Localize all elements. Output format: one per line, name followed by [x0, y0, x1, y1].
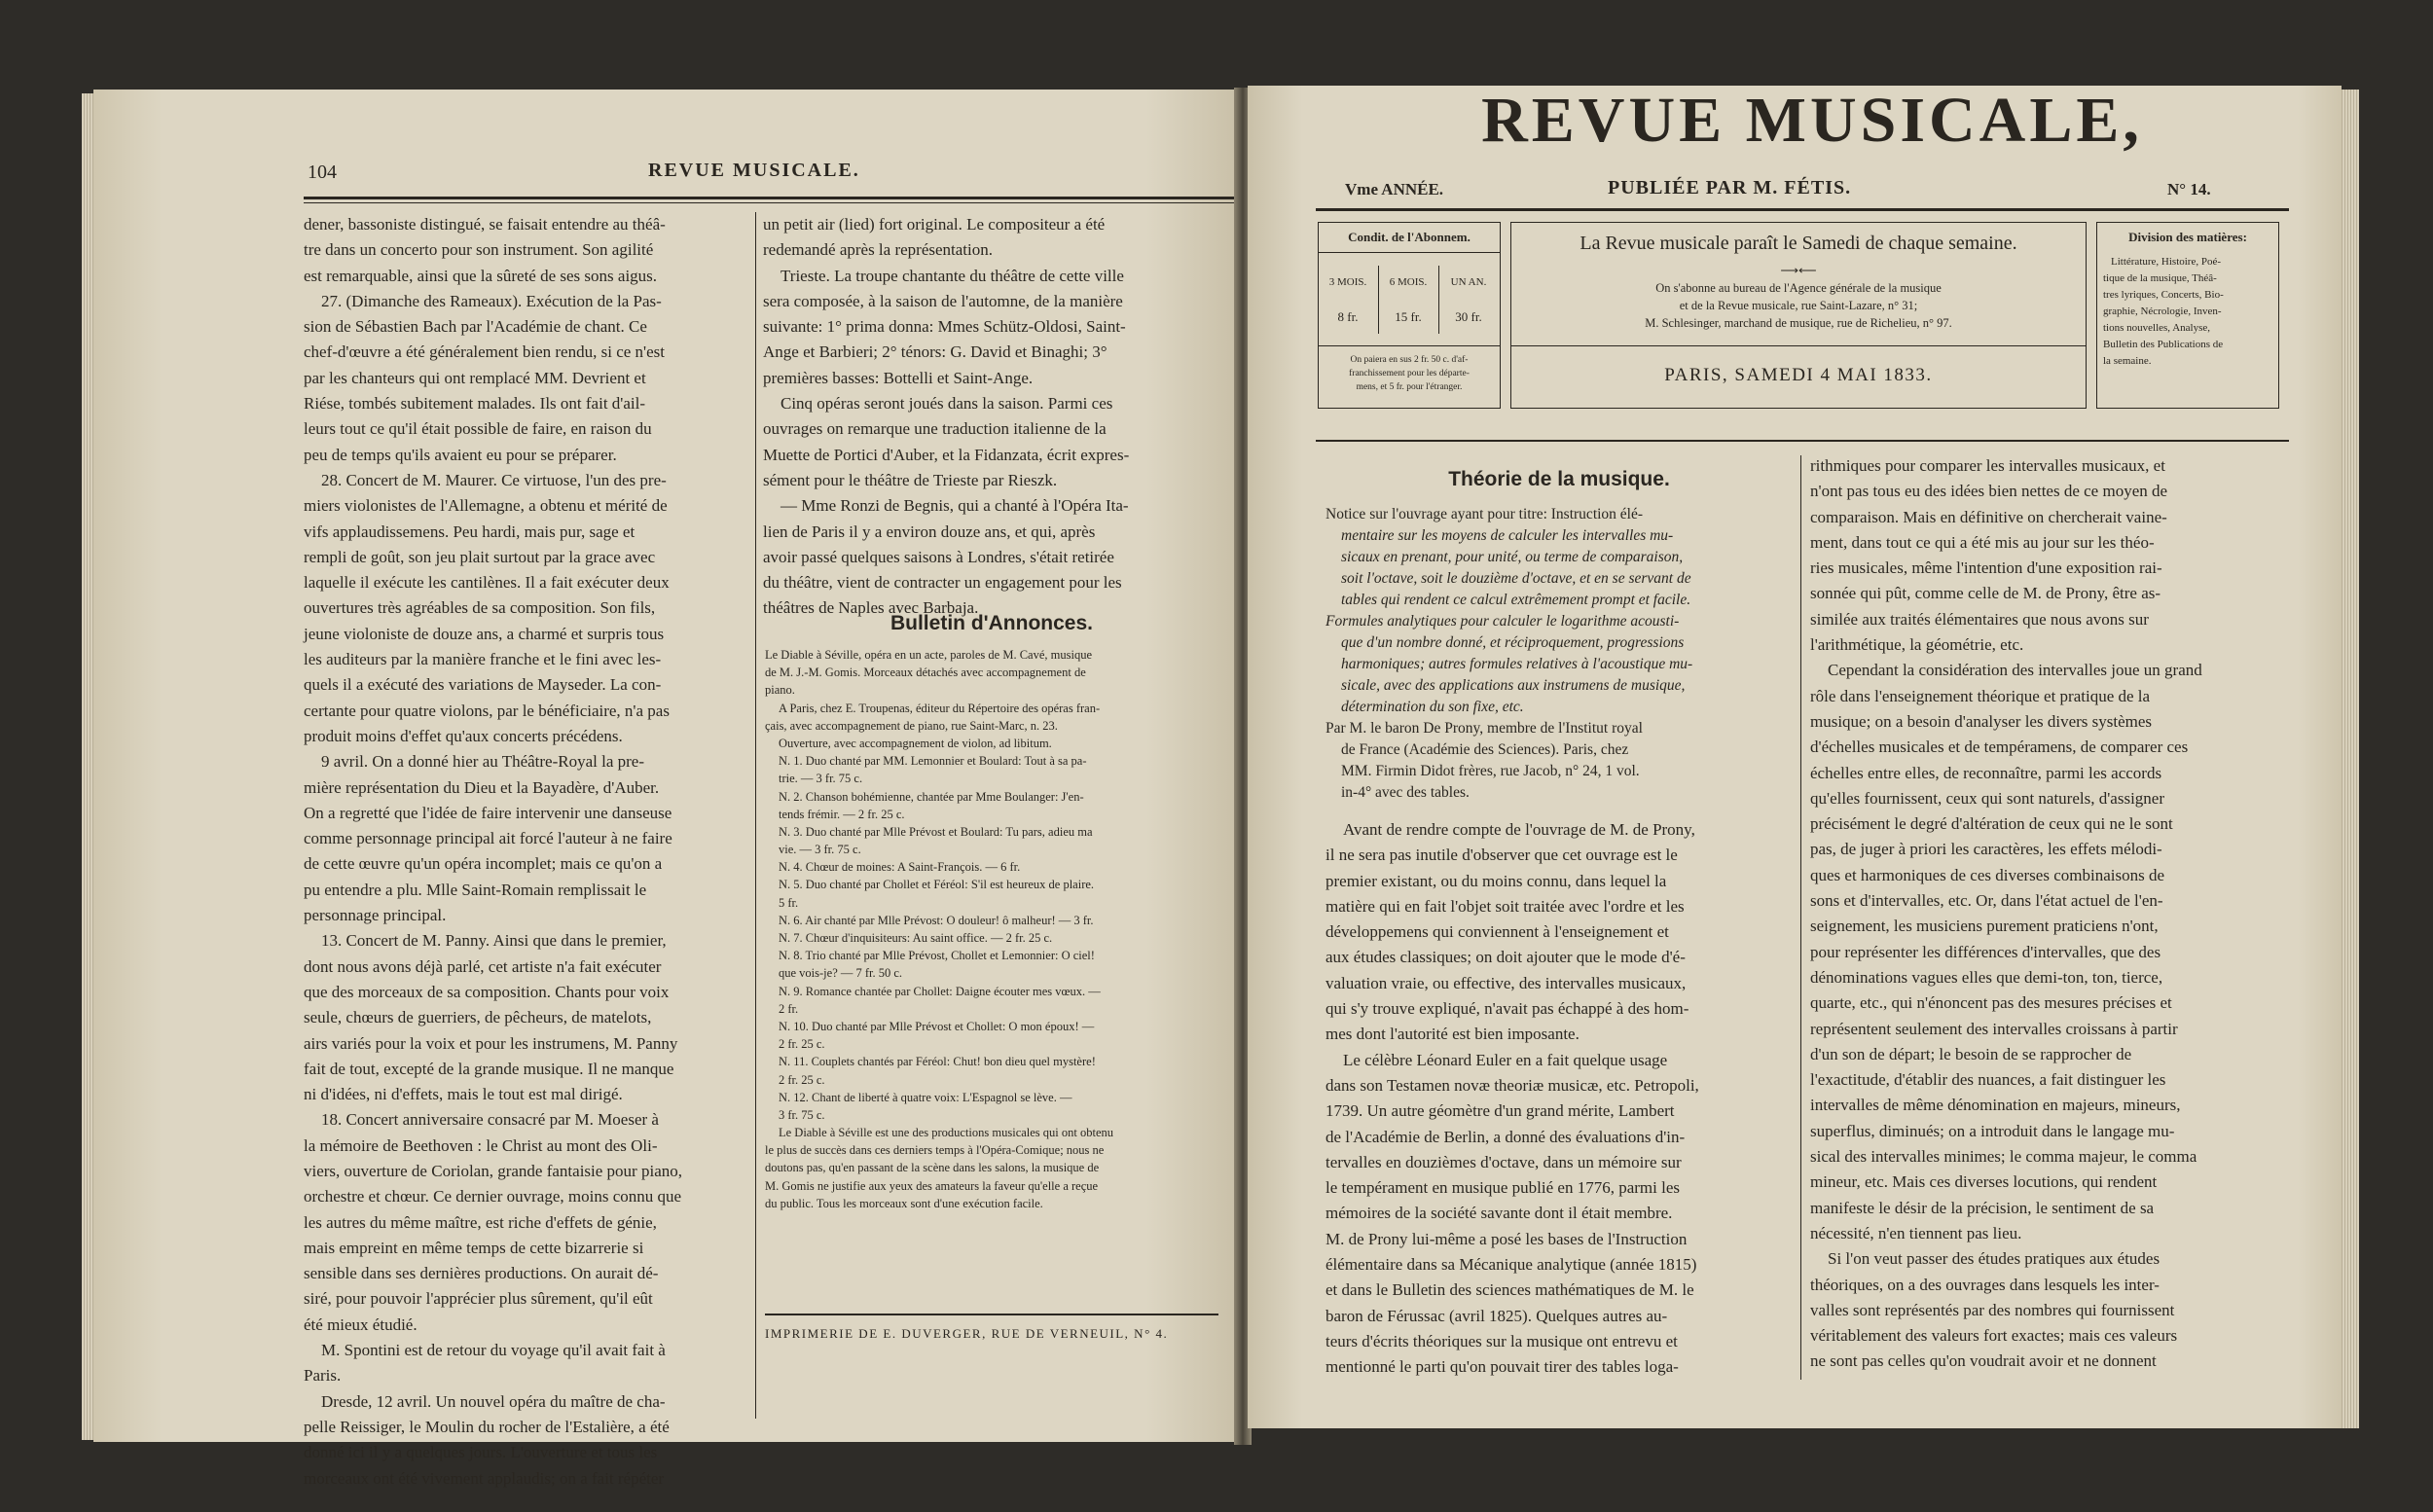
contents-box	[2096, 222, 2279, 409]
ornament: ⟶⟵	[1780, 263, 1817, 277]
text-line: chef-d'œuvre a été généralement bien rendu, si ce n'est	[304, 342, 665, 362]
text-line: théâtres de Naples avec Barbaja.	[763, 598, 979, 618]
text-line: pelle Reissiger, le Moulin du rocher de l'Estalière, a été	[304, 1417, 670, 1436]
period-un-an: UN AN.	[1450, 276, 1487, 288]
text-line: orchestre et chœur. Ce dernier ouvrage, moins connu que	[304, 1187, 682, 1206]
contents-line: tique de la musique, Théâ-	[2103, 272, 2217, 284]
bulletin-line: N. 1. Duo chanté par MM. Lemonnier et Boulard: Tout à sa pa-	[779, 754, 1087, 769]
imprint-rule	[765, 1314, 1218, 1315]
notice-line: Par M. le baron De Prony, membre de l'Institut royal	[1325, 720, 1643, 737]
text-line: les autres du même maître, est riche d'effets de génie,	[304, 1212, 657, 1232]
right-column-1	[1325, 817, 1793, 1381]
notice-line: de France (Académie des Sciences). Paris, chez	[1341, 741, 1629, 758]
text-line: rithmiques pour comparer les intervalles musicaux, et	[1810, 456, 2165, 475]
bulletin-line: vie. — 3 fr. 75 c.	[779, 843, 861, 857]
imprint: IMPRIMERIE DE E. DUVERGER, RUE DE VERNEUIL, N° 4.	[765, 1326, 1169, 1341]
text-line: superflus, diminués; on a introduit dans le langage mu-	[1810, 1121, 2175, 1140]
text-line: avoir passé quelques saisons à Londres, s'était retirée	[763, 547, 1114, 566]
bulletin-list	[765, 646, 1222, 1212]
text-line: un petit air (lied) fort original. Le compositeur a été	[763, 215, 1106, 234]
bulletin-line: Le Diable à Séville, opéra en un acte, paroles de M. Cavé, musique	[765, 648, 1092, 662]
dateline: PARIS, SAMEDI 4 MAI 1833.	[1664, 365, 1933, 385]
text-line: véritablement des valeurs fort exactes; mais ces valeurs	[1810, 1326, 2178, 1346]
notice-line: Formules analytiques pour calculer le logarithme acousti-	[1325, 613, 1680, 630]
column-divider	[755, 212, 756, 1419]
bulletin-line: du public. Tous les morceaux sont d'une exécution facile.	[765, 1196, 1043, 1210]
header-bottom-rule	[1316, 440, 2289, 442]
text-line: l'exactitude, d'établir des nuances, a fait distinguer les	[1810, 1070, 2166, 1090]
text-line: que des morceaux de sa composition. Chants pour voix	[304, 982, 670, 1001]
text-line: mais empreint en même temps de cette bizarrerie si	[304, 1238, 644, 1257]
bulletin-line: N. 10. Duo chanté par Mlle Prévost et Chollet: O mon époux! —	[779, 1019, 1095, 1033]
bulletin-line: tends frémir. — 2 fr. 25 c.	[779, 807, 905, 821]
text-line: nécessité, n'en tiennent pas lieu.	[1810, 1223, 2022, 1242]
text-line: 9 avril. On a donné hier au Théâtre-Royal la pre-	[321, 752, 644, 772]
text-line: dans son Testamen novæ theoriæ musicæ, etc. Petropoli,	[1325, 1075, 1699, 1095]
notice-line: harmoniques; autres formules relatives à l'acoustique mu-	[1341, 656, 1693, 672]
page-edges-right	[2340, 90, 2359, 1428]
text-line: certante pour quatre violons, par le bénéficiaire, n'a pas	[304, 701, 670, 720]
text-line: pour représenter les différences d'intervalles, que des	[1810, 942, 2161, 961]
text-line: suivante: 1° prima donna: Mmes Schütz-Oldosi, Saint-	[763, 317, 1126, 337]
subscription-rule	[1319, 345, 1500, 346]
bulletin-line: que vois-je? — 7 fr. 50 c.	[779, 966, 903, 981]
text-line: miers violonistes de l'Allemagne, a obtenu et mérité de	[304, 496, 668, 516]
bulletin-line: N. 4. Chœur de moines: A Saint-François. — 6 fr.	[779, 860, 1021, 875]
price-3-mois: 8 fr.	[1337, 309, 1359, 324]
text-line: jeune violoniste de douze ans, a charmé et surpris tous	[304, 624, 665, 643]
notice-line: tables qui rendent ce calcul extrêmement prompt et facile.	[1341, 592, 1691, 608]
text-line: d'un son de départ; le besoin de se rapprocher de	[1810, 1044, 2132, 1063]
text-line: n'ont pas tous eu des idées bien nettes de ce moyen de	[1810, 482, 2168, 501]
bulletin-title: Bulletin d'Annonces.	[890, 612, 1093, 634]
notice-line: Notice sur l'ouvrage ayant pour titre: Instruction élé-	[1325, 506, 1644, 522]
text-line: M. de Prony lui-même a posé les bases de l'Instruction	[1325, 1229, 1688, 1248]
bulletin-line: N. 11. Couplets chantés par Féréol: Chut! bon dieu quel mystère!	[779, 1055, 1096, 1069]
price-6-mois: 15 fr.	[1395, 309, 1422, 324]
notice-line: sicaux en prenant, pour unité, ou terme de comparaison,	[1341, 549, 1684, 565]
text-line: Si l'on veut passer des études pratiques aux études	[1828, 1249, 2161, 1269]
header-rule	[304, 197, 1277, 199]
notice-line: soit l'octave, soit le douzième d'octave, et en se servant de	[1341, 570, 1691, 587]
text-line: de cette œuvre qu'un opéra incomplet; mais ce qu'on a	[304, 854, 663, 874]
text-line: qui s'y trouve expliqué, n'avait pas échappé à des hom-	[1325, 999, 1689, 1019]
text-line: premières basses: Bottelli et Saint-Ange.	[763, 368, 1034, 387]
bulletin-line: piano.	[765, 683, 795, 698]
text-line: pu entendre a plu. Mlle Saint-Romain remplissait le	[304, 880, 647, 899]
contents-line: Bulletin des Publications de	[2103, 339, 2224, 350]
text-line: 1739. Un autre géomètre d'un grand mérite, Lambert	[1325, 1101, 1675, 1121]
text-line: 13. Concert de M. Panny. Ainsi que dans le premier,	[321, 931, 667, 951]
text-line: précisément le degré d'altération de ceux qui ne le sont	[1810, 814, 2173, 834]
text-line: mémoires de la société savante dont il était membre.	[1325, 1204, 1673, 1223]
notice-line: détermination du son fixe, etc.	[1341, 699, 1524, 715]
notice-line: sicale, avec des applications aux instrumens de musique,	[1341, 677, 1686, 694]
text-line: est remarquable, ainsi que la sûreté de ses sons aigus.	[304, 266, 658, 285]
bulletin-line: 2 fr.	[779, 1001, 799, 1016]
text-line: la mémoire de Beethoven : le Christ au mont des Oli-	[304, 1135, 658, 1155]
text-line: sensible dans ses dernières productions. On aurait dé-	[304, 1264, 659, 1283]
text-line: Ange et Barbieri; 2° ténors: G. David et Binaghi; 3°	[763, 342, 1108, 362]
text-line: sion de Sébastien Bach par l'Académie de chant. Ce	[304, 317, 647, 337]
text-line: valles sont représentés par des nombres qui fournissent	[1810, 1300, 2175, 1319]
text-line: été mieux étudié.	[304, 1314, 418, 1334]
contents-line: tions nouvelles, Analyse,	[2103, 322, 2210, 334]
text-line: développemens qui conviennent à l'enseignement et	[1325, 922, 1669, 942]
bulletin-line: de M. J.-M. Gomis. Morceaux détachés avec accompagnement de	[765, 666, 1086, 680]
text-line: Cinq opéras seront joués dans la saison. Parmi ces	[781, 394, 1113, 414]
text-line: On a regretté que l'idée de faire intervenir une danseuse	[304, 803, 672, 822]
text-line: personnage principal.	[304, 906, 447, 925]
subscription-title: Condit. de l'Abonnem.	[1348, 230, 1471, 244]
text-line: ment, dans tout ce qui a été mis au jour sur les théo-	[1810, 532, 2155, 552]
text-line: dener, bassoniste distingué, se faisait entendre au théâ-	[304, 215, 666, 234]
text-line: par les chanteurs qui ont remplacé MM. Devrient et	[304, 368, 646, 387]
text-line: comme personnage principal ait forcé l'auteur à ne faire	[304, 829, 672, 848]
text-line: pas, de juger à priori les caractères, les effets mélodi-	[1810, 840, 2162, 859]
text-line: 27. (Dimanche des Rameaux). Exécution de la Pas-	[321, 291, 662, 310]
page-number: 104	[308, 162, 337, 183]
text-line: il ne sera pas inutile d'observer que cet ouvrage est le	[1325, 846, 1678, 865]
text-line: 18. Concert anniversaire consacré par M. Moeser à	[321, 1110, 659, 1130]
bulletin-line: N. 3. Duo chanté par Mlle Prévost et Boulard: Tu pars, adieu ma	[779, 824, 1093, 839]
period-6-mois: 6 MOIS.	[1389, 276, 1428, 288]
text-line: baron de Férussac (avril 1825). Quelques autres au-	[1325, 1306, 1668, 1325]
text-line: de l'Académie de Berlin, a donné des évaluations d'in-	[1325, 1127, 1686, 1146]
bulletin-line: M. Gomis ne justifie aux yeux des amateurs la faveur qu'elle a reçue	[765, 1178, 1099, 1193]
postage-note: mens, et 5 fr. pour l'étranger.	[1356, 382, 1463, 392]
text-line: donné ici il y a quelques jours. L'ouverture et tous les	[304, 1443, 658, 1462]
notice-line: mentaire sur les moyens de calculer les intervalles mu-	[1341, 527, 1674, 544]
masthead: REVUE MUSICALE,	[1481, 85, 2143, 156]
text-line: seule, chœurs de guerriers, de pêcheurs, de matelots,	[304, 1008, 652, 1027]
text-line: tervalles en douzièmes d'octave, dans un mémoire sur	[1325, 1152, 1682, 1171]
period-3-mois: 3 MOIS.	[1328, 276, 1367, 288]
contents-line: tres lyriques, Concerts, Bio-	[2103, 289, 2224, 301]
price-un-an: 30 fr.	[1455, 309, 1482, 324]
text-line: l'arithmétique, la géométrie, etc.	[1810, 635, 2024, 655]
office-line: M. Schlesinger, marchand de musique, rue de Richelieu, n° 97.	[1645, 316, 1952, 330]
left-column-1	[304, 212, 746, 1492]
text-line: mière représentation du Dieu et la Bayadère, d'Auber.	[304, 777, 660, 797]
text-line: Muette de Portici d'Auber, et la Fidanzata, écrit expres-	[763, 445, 1130, 464]
bulletin-line: N. 8. Trio chanté par Mlle Prévost, Chollet et Lemonnier: O ciel!	[779, 949, 1095, 963]
running-head: REVUE MUSICALE.	[648, 160, 860, 181]
text-line: le tempérament en musique publié en 1776, parmi les	[1325, 1178, 1680, 1198]
bulletin-line: A Paris, chez E. Troupenas, éditeur du Répertoire des opéras fran-	[779, 701, 1101, 715]
text-line: Trieste. La troupe chantante du théâtre de cette ville	[781, 266, 1124, 285]
bulletin-line: trie. — 3 fr. 75 c.	[779, 772, 863, 786]
bulletin-line: 2 fr. 25 c.	[779, 1072, 825, 1087]
notice-line: MM. Firmin Didot frères, rue Jacob, n° 24, 1 vol.	[1341, 763, 1640, 779]
text-line: valuation vraie, ou effective, des intervalles musicaux,	[1325, 973, 1687, 992]
subscription-rule	[1319, 252, 1500, 253]
announcement: La Revue musicale paraît le Samedi de chaque semaine.	[1580, 233, 2017, 254]
text-line: musique; on a besoin d'analyser les divers systèmes	[1810, 711, 2153, 731]
text-line: intervalles de même dénomination en majeurs, mineurs,	[1810, 1096, 2181, 1115]
text-line: ouvertures très agréables de sa composition. Son fils,	[304, 598, 656, 618]
text-line: ouvrages on remarque une traduction italienne de la	[763, 419, 1107, 439]
postage-note: On paiera en sus 2 fr. 50 c. d'af-	[1350, 355, 1469, 365]
text-line: viers, ouverture de Coriolan, grande fantaisie pour piano,	[304, 1161, 682, 1180]
text-line: mes dont l'autorité est bien imposante.	[1325, 1025, 1580, 1044]
text-line: mentionné le parti qu'on pouvait tirer des tables loga-	[1325, 1357, 1679, 1377]
contents-line: la semaine.	[2103, 355, 2152, 367]
bulletin-line: 3 fr. 75 c.	[779, 1107, 825, 1122]
text-line: matière qui en fait l'objet soit traitée avec l'ordre et les	[1325, 896, 1685, 916]
office-line: On s'abonne au bureau de l'Agence générale de la musique	[1655, 281, 1942, 295]
notice-block	[1325, 504, 1793, 804]
text-line: similée aux traités élémentaires que nous avons sur	[1810, 609, 2149, 629]
text-line: ne sont pas celles qu'on voudrait avoir et ne donnent	[1810, 1351, 2157, 1371]
text-line: fait de tout, excepté de la grande musique. Il ne manque	[304, 1059, 674, 1078]
text-line: quels il a exécuté des variations de Mayseder. La con-	[304, 675, 662, 695]
text-line: comparaison. Mais en définitive on chercherait vaine-	[1810, 507, 2167, 526]
text-line: sical des intervalles minimes; le comma majeur, le comma	[1810, 1147, 2197, 1167]
publisher: PUBLIÉE PAR M. FÉTIS.	[1608, 177, 1852, 198]
article-title: Théorie de la musique.	[1448, 468, 1670, 490]
text-line: Dresde, 12 avril. Un nouvel opéra du maître de cha-	[321, 1391, 666, 1411]
announcement-box	[1510, 222, 2087, 409]
text-line: M. Spontini est de retour du voyage qu'il avait fait à	[321, 1341, 666, 1360]
text-line: ques et harmoniques de ces diverses combinaisons de	[1810, 865, 2164, 884]
text-line: premier existant, ou du moins connu, dans lequel la	[1325, 871, 1667, 890]
bulletin-line: 5 fr.	[779, 895, 799, 910]
text-line: les auditeurs par la manière franche et le fini avec les-	[304, 650, 662, 669]
text-line: Paris.	[304, 1366, 342, 1386]
text-line: d'échelles musicales et de tempéramens, de comparer ces	[1810, 738, 2189, 757]
text-line: seignement, les musiciens purement praticiens n'ont,	[1810, 917, 2159, 936]
text-line: leurs tout ce qu'il était possible de faire, en raison du	[304, 419, 652, 439]
text-line: quarte, etc., qui n'énoncent pas des mesures précises et	[1810, 993, 2172, 1013]
text-line: sera composée, à la saison de l'automne, de la manière	[763, 291, 1123, 310]
text-line: mineur, etc. Mais ces diverses locutions, qui rendent	[1810, 1172, 2158, 1192]
text-line: dénominations vagues elles que demi-ton, ton, tierce,	[1810, 967, 2163, 987]
text-line: et dans le Bulletin des sciences mathématiques de M. le	[1325, 1280, 1694, 1300]
bulletin-line: N. 2. Chanson bohémienne, chantée par Mme Boulanger: J'en-	[779, 789, 1084, 804]
text-line: Avant de rendre compte de l'ouvrage de M. de Prony,	[1343, 820, 1695, 839]
bulletin-line: Ouverture, avec accompagnement de violon, ad libitum.	[779, 736, 1052, 750]
notice-line: in-4° avec des tables.	[1341, 784, 1470, 801]
office-line: et de la Revue musicale, rue Saint-Lazare, n° 31;	[1679, 299, 1918, 312]
text-line: aux études classiques; on doit ajouter que le mode d'é-	[1325, 948, 1686, 967]
bulletin-line: doutons pas, qu'en passant de la scène dans les salons, la musique de	[765, 1161, 1100, 1175]
bulletin-line: N. 5. Duo chanté par Chollet et Féréol: S'il est heureux de plaire.	[779, 878, 1095, 892]
bulletin-line: N. 12. Chant de liberté à quatre voix: L'Espagnol se lève. —	[779, 1090, 1072, 1104]
text-line: sons et d'intervalles, etc. Or, dans l'état actuel de l'en-	[1810, 891, 2163, 911]
text-line: morceaux ont été vivement applaudis; on a fait répéter	[304, 1468, 665, 1488]
text-line: sément pour le théâtre de Trieste par Rieszk.	[763, 470, 1058, 489]
bulletin-line: N. 6. Air chanté par Mlle Prévost: O douleur! ô malheur! — 3 fr.	[779, 913, 1094, 927]
text-line: tre dans un concerto pour son instrument. Son agilité	[304, 240, 654, 260]
right-page	[1248, 86, 2342, 1428]
text-line: vifs applaudissemens. Peu hardi, mais pur, sage et	[304, 522, 635, 541]
text-line: Riése, tombés subitement malades. Ils ont fait d'ail-	[304, 394, 646, 414]
bulletin-line: Le Diable à Séville est une des productions musicales qui ont obtenu	[779, 1126, 1114, 1140]
text-line: sonnée qui pût, comme celle de M. de Prony, être as-	[1810, 584, 2161, 603]
text-line: redemandé après la représentation.	[763, 240, 993, 260]
subscription-box	[1318, 222, 1501, 409]
text-line: représentent seulement des intervalles croissans à partir	[1810, 1019, 2178, 1038]
text-line: — Mme Ronzi de Begnis, qui a chanté à l'Opéra Ita-	[781, 496, 1129, 516]
volume-year: Vme ANNÉE.	[1345, 180, 1444, 198]
text-line: teurs d'écrits théoriques sur la musique ont entrevu et	[1325, 1331, 1678, 1350]
text-line: ni d'idées, ni d'effets, mais le tout est mal dirigé.	[304, 1085, 623, 1104]
contents-title: Division des matières:	[2128, 230, 2247, 244]
header-rule-thin	[304, 202, 1277, 203]
right-column-2	[1810, 453, 2287, 1375]
issue-number: N° 14.	[2167, 180, 2211, 198]
contents-line: Littérature, Histoire, Poé-	[2111, 256, 2222, 268]
bulletin-line: N. 9. Romance chantée par Chollet: Daigne écouter mes vœux. —	[779, 984, 1101, 998]
text-line: dont nous avons déjà parlé, cet artiste n'a fait exécuter	[304, 956, 662, 976]
dateline-rule	[1511, 345, 2086, 346]
bulletin-line: N. 7. Chœur d'inquisiteurs: Au saint office. — 2 fr. 25 c.	[779, 931, 1053, 945]
text-line: rôle dans l'enseignement théorique et pratique de la	[1810, 686, 2151, 705]
text-line: 28. Concert de M. Maurer. Ce virtuose, l'un des pre-	[321, 470, 667, 489]
text-line: Le célèbre Léonard Euler en a fait quelque usage	[1343, 1050, 1668, 1069]
text-line: Cependant la considération des intervalles joue un grand	[1828, 661, 2202, 680]
text-line: théoriques, on a des ouvrages dans lesquels les inter-	[1810, 1275, 2160, 1294]
text-line: qu'elles fournissent, ceux qui sont naturels, d'assigner	[1810, 788, 2164, 808]
text-line: du théâtre, vient de contracter un engagement pour les	[763, 573, 1122, 593]
text-line: échelles entre elles, de reconnaître, parmi les accords	[1810, 763, 2162, 782]
text-line: airs variés pour la voix et pour les instrumens, M. Panny	[304, 1033, 678, 1053]
right-column-divider	[1800, 455, 1801, 1380]
text-line: siré, pour pouvoir l'apprécier plus sûrement, qu'il eût	[304, 1289, 653, 1309]
left-page	[93, 90, 1238, 1488]
text-line: élémentaire dans sa Mécanique analytique (année 1815)	[1325, 1255, 1697, 1275]
text-line: produit moins d'effet qu'aux concerts précédens.	[304, 726, 623, 745]
postage-note: franchissement pour les départe-	[1349, 369, 1470, 378]
masthead-rule	[1316, 208, 2289, 211]
text-line: peu de temps qu'ils avaient eu pour se préparer.	[304, 445, 617, 464]
bulletin-line: 2 fr. 25 c.	[779, 1037, 825, 1052]
text-line: rempli de goût, son jeu plait surtout par la grace avec	[304, 547, 656, 566]
text-line: lien de Paris il y a environ douze ans, et qui, après	[763, 522, 1096, 541]
text-line: ries musicales, même l'intention d'une exposition rai-	[1810, 558, 2162, 578]
bulletin-line: le plus de succès dans ces derniers temps à l'Opéra-Comique; nous ne	[765, 1143, 1105, 1158]
text-line: laquelle il exécute les cantilènes. Il a fait exécuter deux	[304, 573, 670, 593]
contents-line: graphie, Nécrologie, Inven-	[2103, 306, 2222, 317]
notice-line: que d'un nombre donné, et réciproquement, progressions	[1341, 634, 1685, 651]
left-column-2	[763, 212, 1220, 622]
text-line: manifeste le désir de la précision, le sentiment de sa	[1810, 1198, 2155, 1217]
bulletin-line: çais, avec accompagnement de piano, rue Saint-Marc, n. 23.	[765, 718, 1058, 733]
